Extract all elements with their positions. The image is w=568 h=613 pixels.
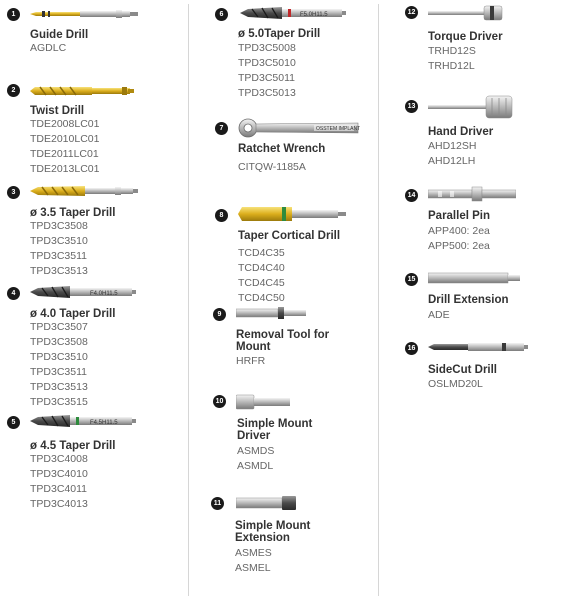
- item-number-badge: 2: [7, 84, 20, 97]
- item-code: AHD12LH: [428, 155, 476, 167]
- ratchet-wrench-icon: [238, 118, 360, 138]
- column-divider-2: [378, 4, 379, 596]
- item-codes: [30, 452, 88, 512]
- item-name: Guide Drill: [30, 29, 89, 41]
- item-code: ASMEL: [235, 562, 271, 574]
- item-codes: [428, 377, 483, 392]
- item-code: APP400: 2ea: [428, 225, 490, 237]
- item-code: TPD3C3508: [30, 336, 88, 348]
- item-codes: [30, 320, 88, 410]
- item-codes: [238, 160, 306, 175]
- item-number-badge: 3: [7, 186, 20, 199]
- item-number-badge: 12: [405, 6, 418, 19]
- item-code: TCD4C50: [238, 292, 285, 304]
- item-code: TPD3C3513: [30, 265, 88, 277]
- item-name: Drill Extension: [428, 294, 509, 306]
- shank-engraving: F4.5H11.5: [90, 420, 118, 426]
- item-number-badge: 10: [213, 395, 226, 408]
- item-number-badge: 14: [405, 189, 418, 202]
- item-code: TPD3C5011: [238, 72, 296, 84]
- item-codes: [30, 219, 88, 279]
- item-codes: [235, 546, 272, 576]
- hand-driver-icon: [428, 95, 514, 119]
- item-code: AHD12SH: [428, 140, 477, 152]
- item-code: TPD3C3511: [30, 250, 88, 262]
- torque-driver-icon: [428, 4, 504, 22]
- shank-engraving: F5.0H11.5: [300, 12, 328, 18]
- item-code: TCD4C40: [238, 262, 285, 274]
- item-code: AGDLC: [30, 42, 67, 54]
- item-code: TPD3C5008: [238, 42, 296, 54]
- item-name: Torque Driver: [428, 31, 503, 43]
- item-code: TRHD12L: [428, 60, 475, 72]
- taper-drill-icon: [30, 185, 138, 197]
- item-code: ASMES: [235, 547, 272, 559]
- item-code: TPD3C3511: [30, 366, 88, 378]
- item-code: TDE2010LC01: [30, 133, 100, 145]
- item-code: TPD3C4013: [30, 498, 88, 510]
- item-code: TPD3C4011: [30, 483, 88, 495]
- item-code: ASMDL: [237, 460, 274, 472]
- item-code: TCD4C45: [238, 277, 285, 289]
- item-code: TPD3C5010: [238, 57, 296, 69]
- parallel-pin-icon: [428, 186, 516, 202]
- item-code: TPD3C3510: [30, 351, 88, 363]
- item-code: TRHD12S: [428, 45, 476, 57]
- item-code: APP500: 2ea: [428, 240, 490, 252]
- guide-drill-icon: [30, 9, 138, 19]
- column-divider-1: [188, 4, 189, 596]
- item-number-badge: 13: [405, 100, 418, 113]
- item-code: TPD3C3507: [30, 321, 88, 333]
- item-codes: [428, 308, 450, 323]
- item-number-badge: 8: [215, 209, 228, 222]
- item-codes: [237, 444, 274, 474]
- item-name: Removal Tool for Mount: [236, 329, 330, 353]
- item-name: ø 5.0Taper Drill: [238, 28, 321, 40]
- item-codes: [30, 117, 99, 177]
- item-code: ADE: [428, 309, 450, 321]
- shank-engraving: OSSTEM IMPLANT: [316, 126, 360, 132]
- taper-drill-icon: [30, 414, 136, 428]
- mount-driver-icon: [236, 393, 290, 411]
- item-name: Simple Mount Extension: [235, 520, 311, 544]
- sidecut-drill-icon: [428, 341, 528, 353]
- item-code: TDE2008LC01: [30, 118, 100, 130]
- item-number-badge: 1: [7, 8, 20, 21]
- item-code: CITQW-1185A: [238, 161, 306, 173]
- twist-drill-icon: [30, 85, 134, 97]
- item-number-badge: 16: [405, 342, 418, 355]
- item-codes: [238, 246, 285, 306]
- item-code: TPD3C4008: [30, 453, 88, 465]
- item-codes: [428, 139, 476, 169]
- item-name: SideCut Drill: [428, 364, 498, 376]
- item-code: TPD3C3513: [30, 381, 88, 393]
- item-number-badge: 5: [7, 416, 20, 429]
- item-name: Simple Mount Driver: [237, 418, 313, 442]
- item-name: Twist Drill: [30, 105, 85, 117]
- shank-engraving: F4.0H11.5: [90, 291, 118, 297]
- item-number-badge: 6: [215, 8, 228, 21]
- item-name: Taper Cortical Drill: [238, 230, 341, 242]
- item-code: TPD3C5013: [238, 87, 296, 99]
- item-name: Hand Driver: [428, 126, 494, 138]
- item-name: ø 3.5 Taper Drill: [30, 207, 116, 219]
- item-name: Ratchet Wrench: [238, 143, 326, 155]
- item-code: TDE2011LC01: [30, 148, 99, 160]
- item-number-badge: 4: [7, 287, 20, 300]
- item-name: ø 4.0 Taper Drill: [30, 308, 116, 320]
- item-code: TPD3C4010: [30, 468, 88, 480]
- item-number-badge: 7: [215, 122, 228, 135]
- drill-extension-icon: [428, 270, 520, 286]
- item-codes: [30, 41, 66, 56]
- item-code: HRFR: [236, 355, 266, 367]
- item-name: ø 4.5 Taper Drill: [30, 440, 116, 452]
- removal-tool-icon: [236, 306, 306, 320]
- mount-extension-icon: [236, 494, 298, 512]
- cortical-drill-icon: [238, 205, 346, 223]
- item-number-badge: 11: [211, 497, 224, 510]
- item-codes: [238, 41, 296, 101]
- item-code: ASMDS: [237, 445, 275, 457]
- item-code: TDE2013LC01: [30, 163, 100, 175]
- item-number-badge: 15: [405, 273, 418, 286]
- item-code: TPD3C3515: [30, 396, 88, 408]
- taper-drill-icon: [240, 6, 346, 20]
- item-code: OSLMD20L: [428, 378, 483, 390]
- item-codes: [428, 224, 490, 254]
- item-codes: [236, 354, 265, 369]
- item-code: TCD4C35: [238, 247, 285, 259]
- item-code: TPD3C3510: [30, 235, 88, 247]
- item-name: Parallel Pin: [428, 210, 491, 222]
- item-number-badge: 9: [213, 308, 226, 321]
- taper-drill-icon: [30, 285, 136, 299]
- item-code: TPD3C3508: [30, 220, 88, 232]
- item-codes: [428, 44, 476, 74]
